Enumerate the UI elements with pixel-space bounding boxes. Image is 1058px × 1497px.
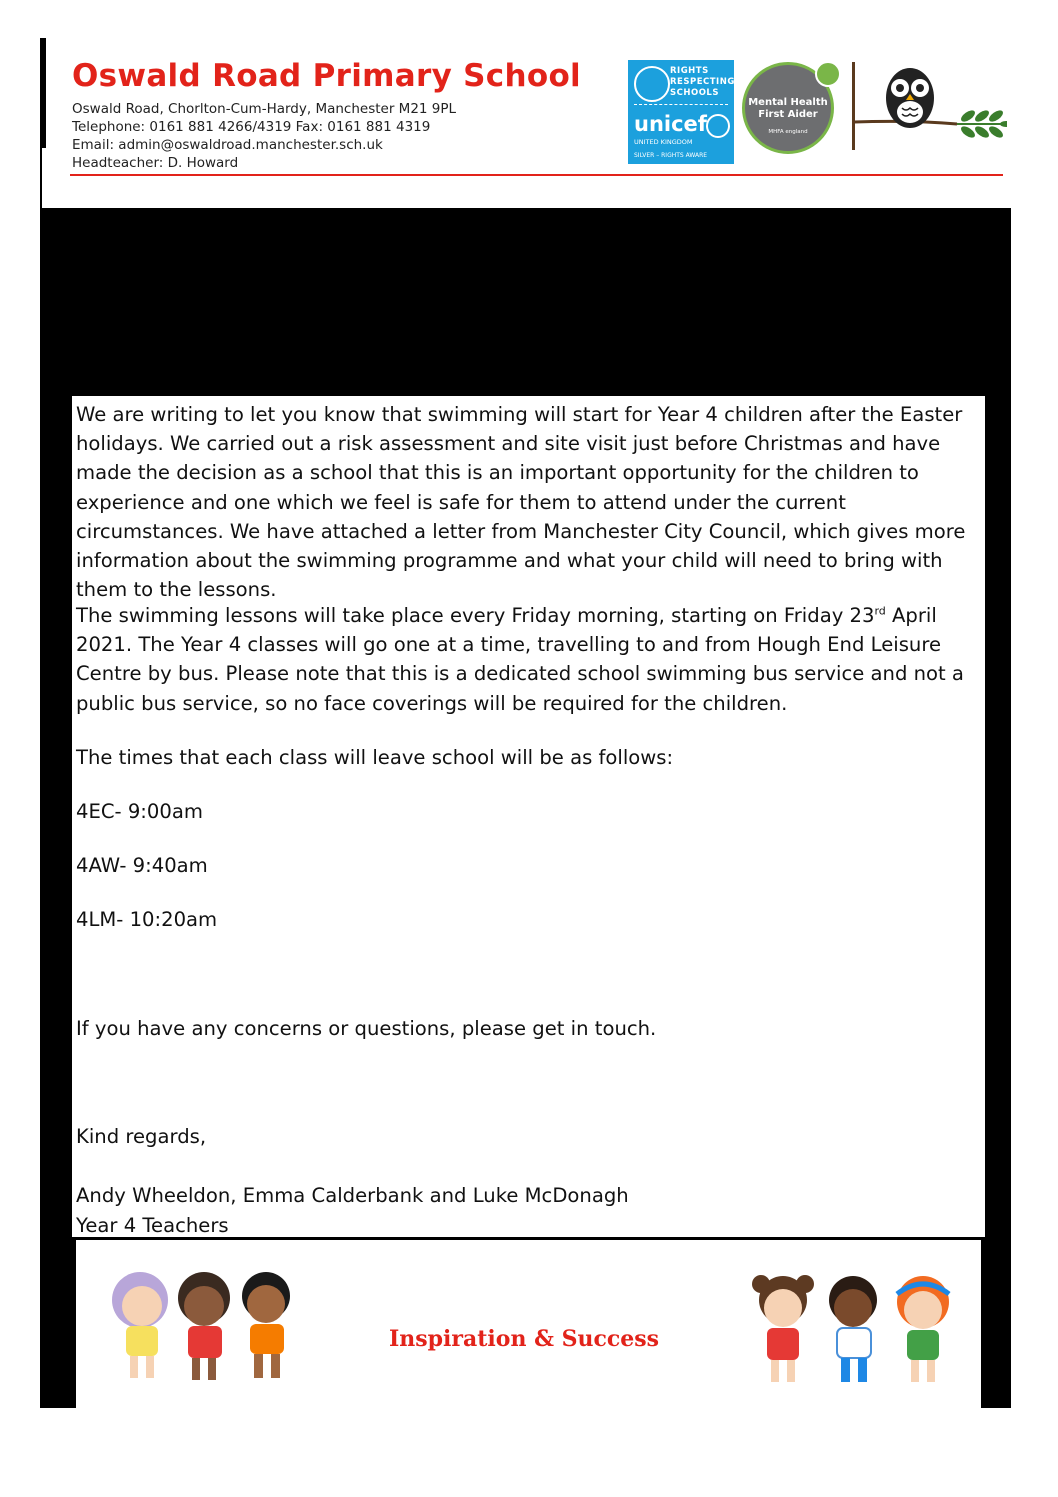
owl-on-branch-logo [852,62,1007,154]
leaves-icon [957,108,1007,140]
mhfa-england-label: MHFA england [768,129,808,135]
children-illustration-left [96,1262,310,1388]
headteacher: Headteacher: D. Howard [72,155,239,171]
rrs-title-line: SCHOOLS [670,88,719,98]
school-motto: Inspiration & Success [389,1326,660,1352]
rrs-award-label: SILVER – RIGHTS AWARE [634,152,708,159]
rights-respecting-schools-logo [628,60,734,164]
rrs-emblem-icon [634,66,670,102]
contact-details [72,100,456,172]
schedule-text-end: April 2021. The Year 4 classes will go one at a time, travelling to and from Hough End Leisure Centre by bus. Please note that this is a dedicated school swimming bus service and not a public bus service, so no face coverings will be required for the children. [76,604,964,715]
child-girl-ginger-icon [897,1276,949,1382]
child-boy-icon [242,1272,290,1378]
sign-off: Kind regards, [76,1125,207,1148]
mhfa-title-line: Mental Health [748,97,828,108]
school-name: Oswald Road Primary School [72,58,581,94]
rrs-title-line: RIGHTS [670,66,709,76]
header-accent-bar [40,38,46,148]
header-divider [70,174,1003,176]
mhfa-leaf-icon [815,61,841,87]
mhfa-title-line: First Aider [758,109,818,120]
child-girl-pigtails-icon [752,1275,814,1382]
school-telephone: Telephone: 0161 881 4266/4319 Fax: 0161 881 4319 [72,119,431,135]
signatories: Andy Wheeldon, Emma Calderbank and Luke McDonagh [76,1184,629,1207]
child-boy-dark-icon [829,1276,877,1382]
children-illustration-right [747,1264,967,1390]
mental-health-first-aider-logo [742,62,834,154]
rrs-title-line: RESPECTING [670,77,735,87]
unicef-globe-icon [706,114,730,138]
times-intro: The times that each class will leave school will be as follows: [76,746,674,769]
branch-post [852,62,855,150]
unicef-uk-label: UNITED KINGDOM [634,138,693,146]
rrs-divider [634,104,728,105]
school-address: Oswald Road, Chorlton-Cum-Hardy, Manchester M21 9PL [72,101,457,117]
date-ordinal-suffix: rd [874,604,886,618]
mhfa-title [745,97,831,121]
schedule-text-start: The swimming lessons will take place every Friday morning, starting on Friday 23 [76,604,875,627]
class-time-4lm: 4LM- 10:20am [76,908,218,931]
class-time-4aw: 4AW- 9:40am [76,854,208,877]
rrs-title [670,66,735,99]
signatory-role: Year 4 Teachers [76,1214,229,1237]
child-girl-dark-icon [178,1272,230,1380]
letter-paragraph-intro: We are writing to let you know that swimming will start for Year 4 children after the Easter holidays. We carried out a risk assessment and site visit just before Christmas and have made the decision as a school that this is an important opportunity for the children to experience and one which we feel is safe for them to attend under the current circumstances. We have attached a letter from Manchester City Council, which gives more information about the swimming programme and what your child will need to bring with them to the lessons. [76,403,966,602]
header-accent-line [40,148,42,210]
child-girl-lilac-icon [112,1272,168,1378]
owl-icon [886,68,934,128]
unicef-wordmark: unicef [634,112,707,136]
school-email: Email: admin@oswaldroad.manchester.sch.uk [72,137,383,153]
class-time-4ec: 4EC- 9:00am [76,800,203,823]
contact-line: If you have any concerns or questions, please get in touch. [76,1017,657,1040]
letter-paragraph-schedule [76,601,981,718]
